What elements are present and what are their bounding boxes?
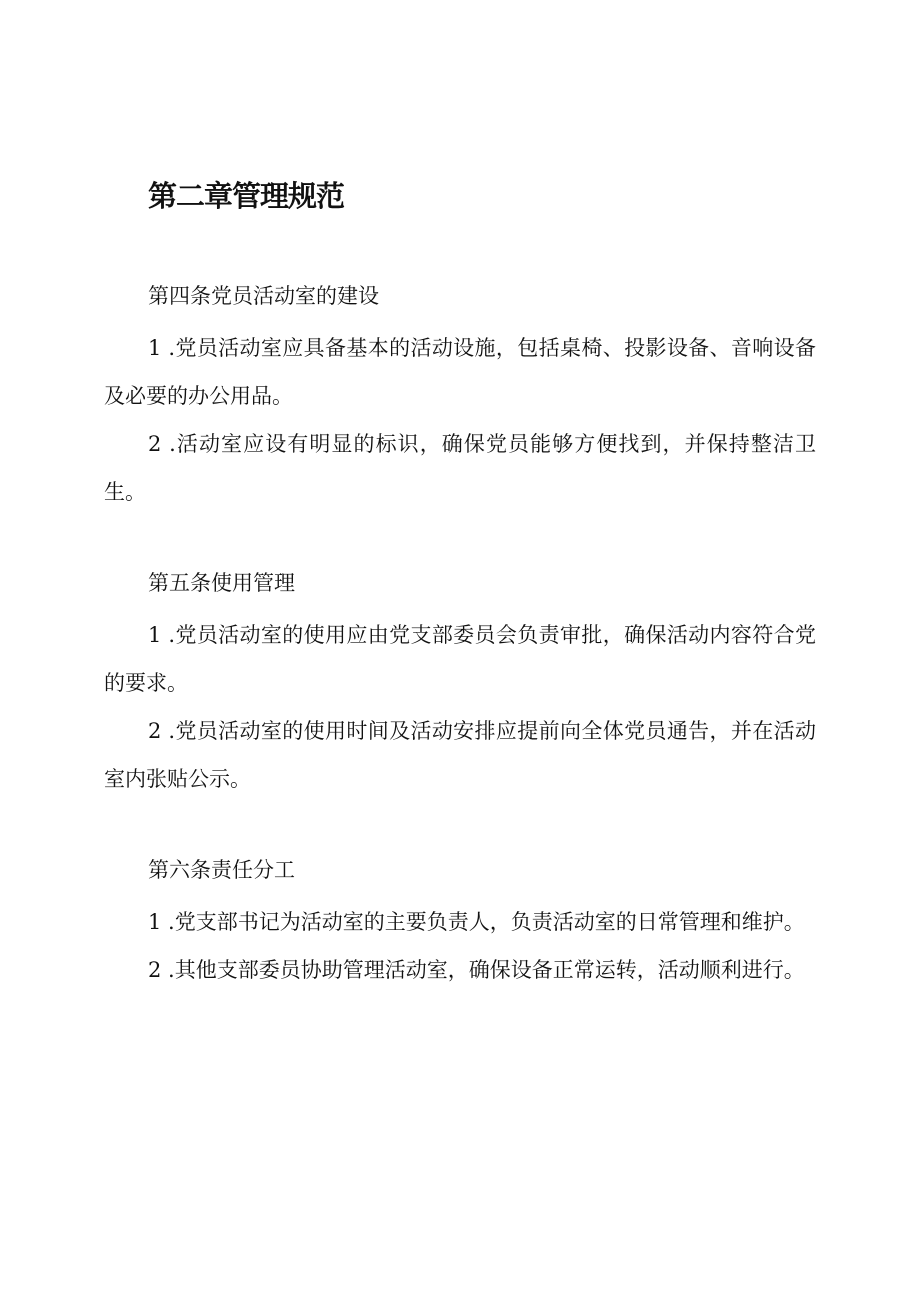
item-number: 1 (148, 336, 162, 360)
article-heading: 第四条党员活动室的建设 (148, 284, 379, 308)
item-number: 2 (148, 719, 162, 743)
item-text: 党员活动室的使用时间及活动安排应提前向全体党员通告，并在活动室内张贴公示。 (104, 719, 816, 791)
article-item: 1 .党支部书记为活动室的主要负责人，负责活动室的日常管理和维护。 (148, 910, 805, 934)
item-number: 1 (148, 910, 162, 934)
article-heading: 第六条责任分工 (148, 858, 295, 882)
article-item: 1 .党员活动室应具备基本的活动设施，包括桌椅、投影设备、音响设备及必要的办公用品。 (104, 336, 816, 408)
article-item: 1 .党员活动室的使用应由党支部委员会负责审批，确保活动内容符合党的要求。 (104, 623, 816, 695)
article-four (104, 272, 816, 516)
article-five (104, 559, 816, 803)
item-text: 党支部书记为活动室的主要负责人，负责活动室的日常管理和维护。 (174, 910, 805, 934)
chapter-title: 第二章管理规范 (148, 179, 345, 213)
item-number: 1 (148, 623, 162, 647)
item-number: 2 (148, 432, 162, 456)
item-text: 其他支部委员协助管理活动室，确保设备正常运转，活动顺利进行。 (174, 958, 805, 982)
item-text: 党员活动室应具备基本的活动设施，包括桌椅、投影设备、音响设备及必要的办公用品。 (104, 336, 816, 408)
article-six (104, 846, 816, 994)
item-text: 活动室应设有明显的标识，确保党员能够方便找到，并保持整洁卫生。 (104, 432, 816, 504)
item-number: 2 (148, 958, 162, 982)
article-item: 2 .活动室应设有明显的标识，确保党员能够方便找到，并保持整洁卫生。 (104, 432, 816, 504)
item-text: 党员活动室的使用应由党支部委员会负责审批，确保活动内容符合党的要求。 (104, 623, 816, 695)
article-item: 2 .党员活动室的使用时间及活动安排应提前向全体党员通告，并在活动室内张贴公示。 (104, 719, 816, 791)
article-heading: 第五条使用管理 (148, 571, 295, 595)
article-item: 2 .其他支部委员协助管理活动室，确保设备正常运转，活动顺利进行。 (148, 958, 805, 982)
